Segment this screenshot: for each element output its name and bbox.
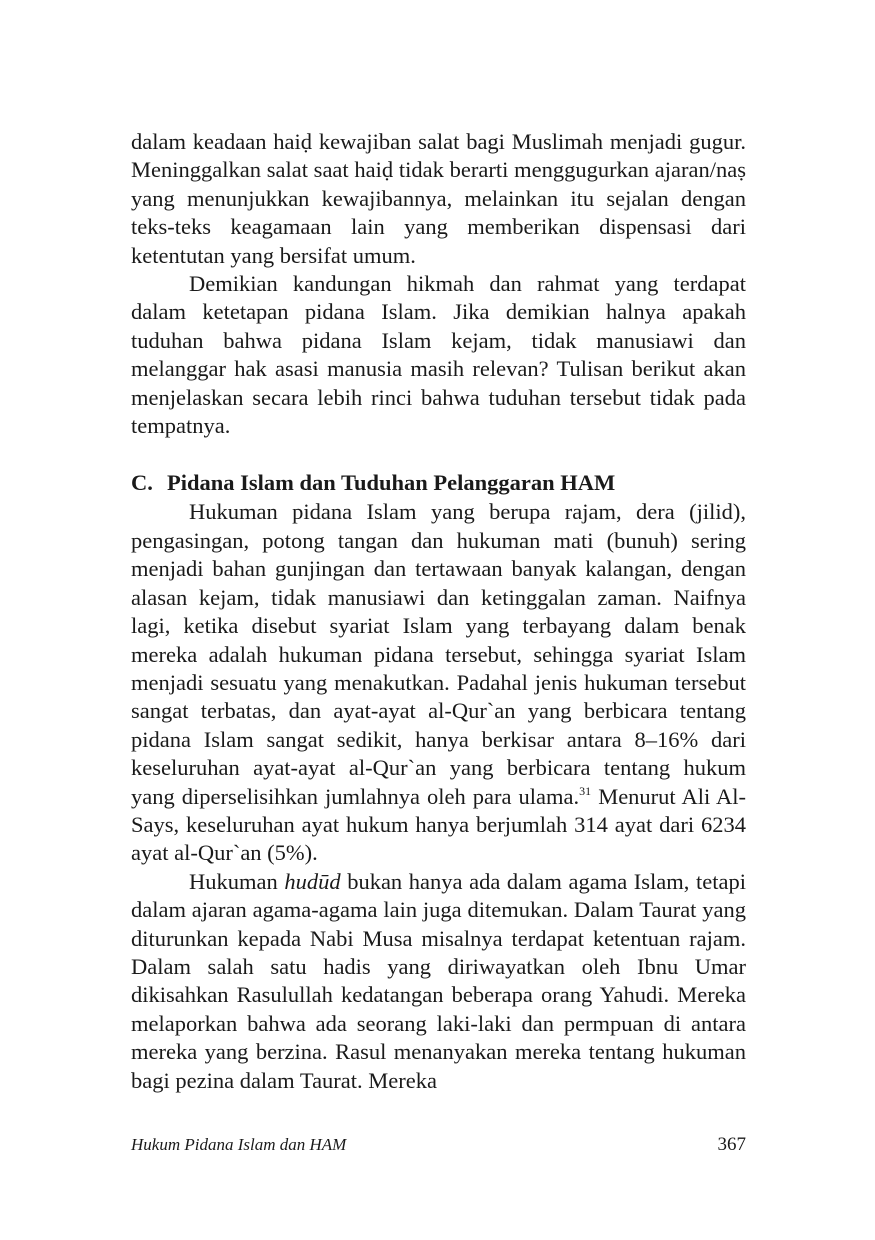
paragraph-text: Menurut Ali Al-Says, keseluruhan ayat hukum hanya berjumlah 314 ayat dari 6234 ayat al-Qur`an (5%). — [131, 783, 746, 866]
italic-term: hudūd — [284, 868, 341, 894]
section-paragraph-2 — [131, 868, 746, 1095]
paragraph-text: Hukuman pidana Islam yang berupa rajam, dera (jilid), pengasingan, potong tangan dan hukuman mati (bunuh) sering menjadi bahan gunjingan dan tertawaan banyak kalangan, dengan alasan kejam, tidak manusiawi dan ketinggalan zaman. Naifnya lagi, ketika disebut syariat Islam yang terbayang dalam benak mereka adalah hukuman pidana tersebut, sehingga syariat Islam menjadi sesuatu yang menakutkan. Padahal jenis hukuman tersebut sangat terbatas, dan ayat-ayat al-Qur`an yang berbicara tentang pidana Islam sangat sedikit, hanya berkisar antara 8–16% dari keseluruhan ayat-ayat al-Qur`an yang berbicara tentang hukum yang diperselisihkan jumlahnya oleh para ulama. — [131, 499, 746, 809]
paragraph-text: bukan hanya ada dalam agama Islam, tetapi dalam ajaran agama-agama lain juga ditemukan. Dalam Taurat yang diturunkan kepada Nabi Musa misalnya terdapat ketentuan rajam. Dalam salah satu hadis yang diriwayatkan oleh Ibnu Umar dikisahkan Rasulullah kedatangan beberapa orang Yahudi. Mereka melaporkan bahwa ada seorang laki-laki dan permpuan di antara mereka yang berzina. Rasul menanyakan mereka tentang hukuman bagi pezina dalam Taurat. Mereka — [131, 868, 746, 1093]
section-title: Pidana Islam dan Tuduhan Pelanggaran HAM — [167, 470, 616, 496]
section-paragraph-1 — [131, 498, 746, 867]
paragraph-conclusion: Demikian kandungan hikmah dan rahmat yang terdapat dalam ketetapan pidana Islam. Jika demikian halnya apakah tuduhan bahwa pidana Islam kejam, tidak manusiawi dan melanggar hak asasi manusia masih relevan? Tulisan berikut akan menjelaskan secara lebih rinci bahwa tuduhan tersebut tidak pada tempatnya. — [131, 271, 746, 439]
paragraph-continued: dalam keadaan haiḍ kewajiban salat bagi Muslimah menjadi gugur. Meninggalkan salat saat haiḍ tidak berarti menggugurkan ajaran/naṣ yang menunjukkan kewajibannya, melainkan itu sejalan dengan teks-teks keagamaan lain yang memberikan dispensasi dari ketentutan yang bersifat umum. — [131, 129, 746, 268]
section-number: C. — [131, 470, 153, 496]
paragraph-text: Hukuman — [189, 868, 285, 894]
footnote-reference[interactable]: 31 — [579, 783, 592, 798]
running-title: Hukum Pidana Islam dan HAM — [131, 1135, 347, 1154]
page-body — [131, 128, 746, 1095]
page-number: 367 — [717, 1134, 746, 1155]
section-heading — [131, 468, 746, 498]
page-footer — [131, 1134, 746, 1156]
spacer — [131, 440, 746, 468]
